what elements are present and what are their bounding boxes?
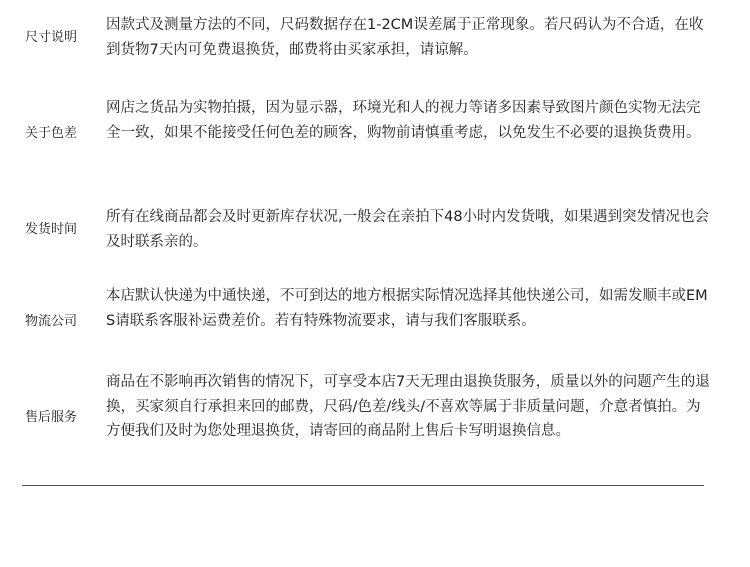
- policy-label: 尺寸说明: [25, 30, 78, 45]
- policy-label: 物流公司: [25, 314, 78, 329]
- policy-label: 关于色差: [25, 126, 78, 141]
- policy-text: 所有在线商品都会及时更新库存状况,一般会在亲拍下48小时内发货哦，如果遇到突发情况也会及时联系亲的。: [106, 209, 710, 250]
- policy-text: 本店默认快递为中通快递，不可到达的地方根据实际情况选择其他快递公司，如需发顺丰或EMS请联系客服补运费差价。若有特殊物流要求，请与我们客服联系。: [106, 288, 708, 329]
- policy-label: 发货时间: [25, 222, 78, 237]
- policy-text: 因款式及测量方法的不同，尺码数据存在1-2CM误差属于正常现象。若尺码认为不合适，在收到货物7天内可免费退换货，邮费将由买家承担，请谅解。: [106, 17, 704, 58]
- policy-text: 网店之货品为实物拍摄，因为显示器，环境光和人的视力等诸多因素导致图片颜色实物无法完全一致，如果不能接受任何色差的顾客，购物前请慎重考虑，以免发生不必要的退换货费用。: [106, 100, 701, 141]
- bottom-divider: [22, 485, 704, 486]
- policy-text: 商品在不影响再次销售的情况下，可享受本店7天无理由退换货服务，质量以外的问题产生的退换，买家须自行承担来回的邮费，尺码/色差/线头/不喜欢等属于非质量问题，介意者慎拍。为方便我们及时为您处理退换货，请寄回的商品附上售后卡写明退换信息。: [106, 374, 710, 439]
- policy-label: 售后服务: [25, 410, 78, 425]
